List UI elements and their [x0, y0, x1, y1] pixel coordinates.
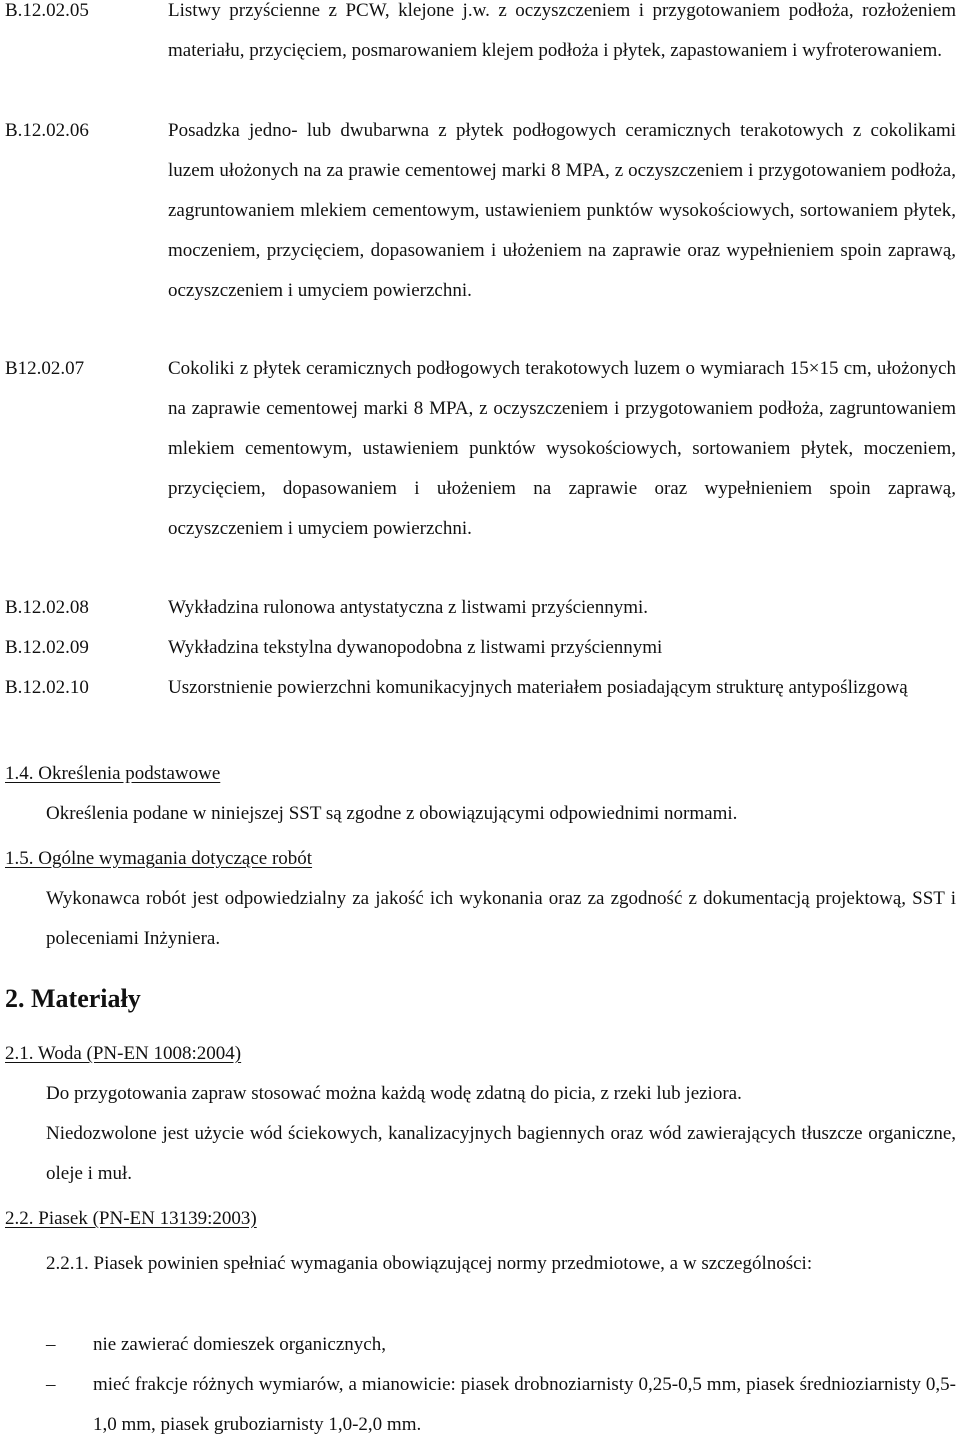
item-code: B.12.02.06	[5, 120, 89, 141]
section-text-2-2-1: 2.2.1. Piasek powinien spełniać wymagania obowiązującej normy przedmiotowe, a w szczególności:	[46, 1253, 813, 1274]
section-heading-2-2: 2.2. Piasek (PN-EN 13139:2003)	[5, 1208, 257, 1229]
bullet-item: mieć frakcje różnych wymiarów, a mianowicie: piasek drobnoziarnisty 0,25-0,5 mm, piasek średnioziarnisty 0,5-1,0 mm, piasek gruboziarnisty 1,0-2,0 mm.	[93, 1374, 956, 1435]
item-description: Wykładzina rulonowa antystatyczna z listwami przyściennymi.	[168, 597, 649, 618]
bullet-dash: –	[46, 1334, 56, 1355]
item-description: Uszorstnienie powierzchni komunikacyjnych materiałem posiadającym strukturę antypoślizgową	[168, 677, 908, 698]
section-text-2-1-line1: Do przygotowania zapraw stosować można każdą wodę zdatną do picia, z rzeki lub jeziora.	[46, 1083, 742, 1104]
item-code: B.12.02.05	[5, 0, 89, 21]
item-code: B.12.02.09	[5, 637, 89, 658]
section-text-2-1-line2: Niedozwolone jest użycie wód ściekowych, kanalizacyjnych bagiennych oraz wód zawierających tłuszcze organiczne, oleje i muł.	[46, 1123, 956, 1184]
item-description: Posadzka jedno- lub dwubarwna z płytek podłogowych ceramicznych terakotowych z cokolikami luzem ułożonych na za prawie cementowej marki 8 MPA, z oczyszczeniem i przygotowaniem podłoża, zagruntowaniem mlekiem cementowym, ustawieniem punktów wysokościowych, sortowaniem płytek, moczeniem, przycięciem, dopasowaniem i ułożeniem na zaprawie oraz wypełnieniem spoin zaprawą, oczyszczeniem i umyciem powierzchni.	[168, 120, 956, 301]
section-heading-1-4: 1.4. Określenia podstawowe	[5, 763, 221, 784]
item-description: Wykładzina tekstylna dywanopodobna z listwami przyściennymi	[168, 637, 663, 658]
item-code: B.12.02.08	[5, 597, 89, 618]
item-description: Listwy przyścienne z PCW, klejone j.w. z oczyszczeniem i przygotowaniem podłoża, rozłożeniem materiału, przycięciem, posmarowaniem klejem podłoża i płytek, zapastowaniem i wyfroterowaniem.	[168, 0, 956, 61]
section-text-1-5: Wykonawca robót jest odpowiedzialny za jakość ich wykonania oraz za zgodność z dokumentacją projektową, SST i poleceniami Inżyniera.	[46, 888, 956, 949]
item-code: B12.02.07	[5, 358, 85, 379]
bullet-dash: –	[46, 1374, 56, 1395]
bullet-item: nie zawierać domieszek organicznych,	[93, 1334, 386, 1355]
item-code: B.12.02.10	[5, 677, 89, 698]
item-description: Cokoliki z płytek ceramicznych podłogowych terakotowych luzem o wymiarach 15×15 cm, ułożonych na zaprawie cementowej marki 8 MPA, z oczyszczeniem i przygotowaniem podłoża, zagruntowaniem mlekiem cementowym, ustawieniem punktów wysokościowych, sortowaniem płytek, moczeniem, przycięciem, dopasowaniem i ułożeniem na zaprawie oraz wypełnieniem spoin zaprawą, oczyszczeniem i umyciem powierzchni.	[168, 358, 956, 539]
chapter-heading-materials: 2. Materiały	[5, 984, 141, 1013]
section-text-1-4: Określenia podane w niniejszej SST są zgodne z obowiązującymi odpowiednimi normami.	[46, 803, 738, 824]
section-heading-2-1: 2.1. Woda (PN-EN 1008:2004)	[5, 1043, 242, 1064]
section-heading-1-5: 1.5. Ogólne wymagania dotyczące robót	[5, 848, 313, 869]
